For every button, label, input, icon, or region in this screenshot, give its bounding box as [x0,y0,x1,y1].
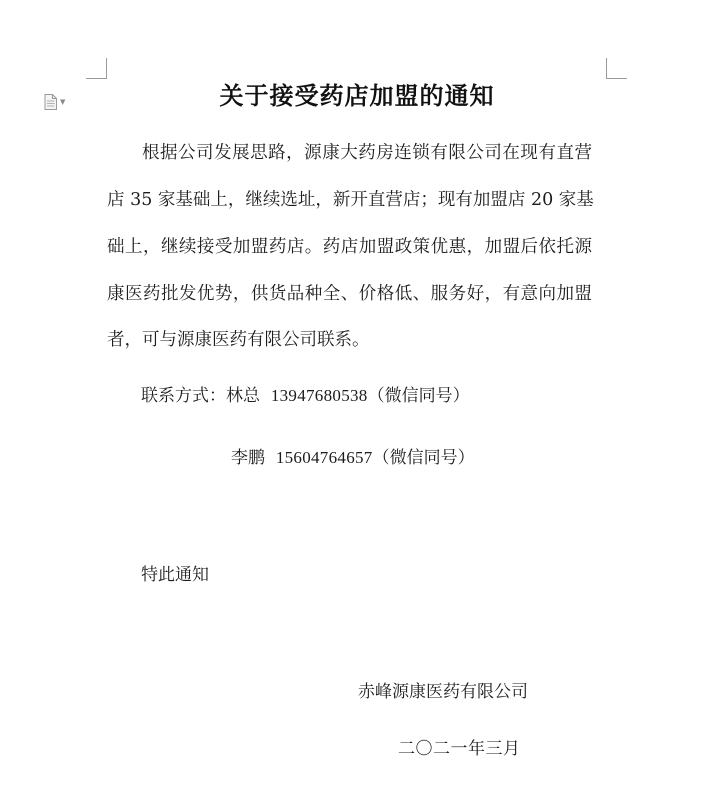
body-line: 者，可与源康医药有限公司联系。 [107,330,370,350]
signature-date: 二〇二一年三月 [398,739,521,759]
contact-label: 联系方式： [141,386,226,406]
contact-note: （微信同号） [367,386,470,406]
dropdown-caret-icon: ▼ [60,98,66,106]
signature-company: 赤峰源康医药有限公司 [358,682,528,702]
document-title: 关于接受药店加盟的通知 [219,81,495,110]
body-line: 店 35 家基础上，继续选址，新开直营店；现有加盟店 20 家基 [107,190,594,210]
crop-mark-top-right [606,58,627,79]
contact-phone: 15604764657 [275,448,373,467]
crop-mark-top-left [86,58,107,79]
closing-text: 特此通知 [141,565,209,585]
body-line: 础上，继续接受加盟药店。药店加盟政策优惠，加盟后依托源 [107,237,592,257]
contact-name: 林总 [226,386,260,406]
contact-name: 李鹏 [231,448,265,468]
body-line: 根据公司发展思路，源康大药房连锁有限公司在现有直营 [142,143,592,163]
contact-line-li [231,443,475,473]
body-line: 康医药批发优势，供货品种全、价格低、服务好，有意向加盟 [107,284,592,304]
contact-line-lin [141,381,470,411]
contact-note: （微信同号） [372,448,475,468]
contact-phone: 13947680538 [270,386,368,405]
